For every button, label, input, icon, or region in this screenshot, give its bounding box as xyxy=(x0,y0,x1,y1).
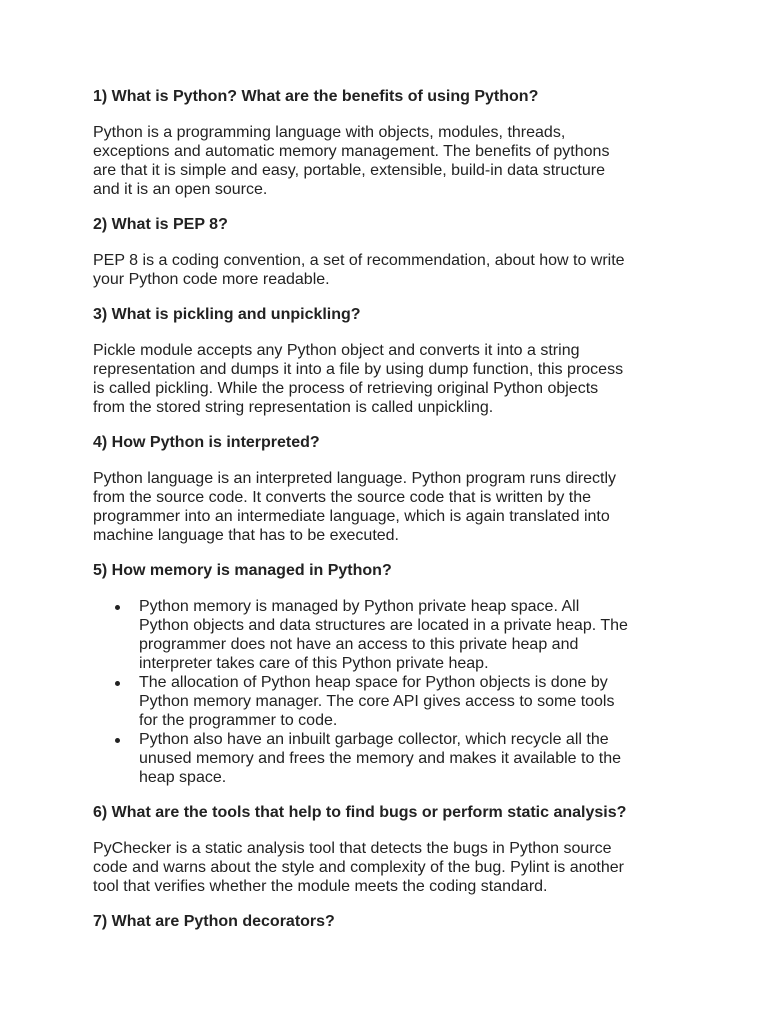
answer-line: Pickle module accepts any Python object and converts it into a string xyxy=(93,342,580,359)
answer-line: interpreter takes care of this Python private heap. xyxy=(139,655,489,672)
answer-paragraph xyxy=(93,469,693,545)
answer-line: from the source code. It converts the source code that is written by the xyxy=(93,489,592,506)
answer-line: Python memory is managed by Python private heap space. All xyxy=(139,598,580,615)
answer-line: and it is an open source. xyxy=(93,181,268,198)
question-heading: 6) What are the tools that help to find bugs or perform static analysis? xyxy=(93,804,627,821)
answer-line: your Python code more readable. xyxy=(93,271,330,288)
answer-line: from the stored string representation is called unpickling. xyxy=(93,399,494,416)
answer-paragraph xyxy=(93,839,693,896)
question-heading: 1) What is Python? What are the benefits of using Python? xyxy=(93,88,539,105)
answer-line: tool that verifies whether the module meets the coding standard. xyxy=(93,878,548,895)
bullet-list xyxy=(93,597,693,787)
answer-line: machine language that has to be executed. xyxy=(93,527,399,544)
answer-line: representation and dumps it into a file by using dump function, this process xyxy=(93,361,624,378)
question-heading: 4) How Python is interpreted? xyxy=(93,434,320,451)
list-item xyxy=(93,673,693,730)
answer-line: programmer does not have an access to this private heap and xyxy=(139,636,579,653)
answer-line: Python objects and data structures are located in a private heap. The xyxy=(139,617,628,634)
answer-line: Python memory manager. The core API gives access to some tools xyxy=(139,693,615,710)
question-heading: 3) What is pickling and unpickling? xyxy=(93,306,361,323)
question-heading: 7) What are Python decorators? xyxy=(93,913,335,930)
answer-line: heap space. xyxy=(139,769,227,786)
answer-paragraph xyxy=(93,251,693,289)
answer-line: PEP 8 is a coding convention, a set of recommendation, about how to write xyxy=(93,252,625,269)
answer-paragraph xyxy=(93,123,693,199)
list-item xyxy=(93,597,693,673)
answer-line: are that it is simple and easy, portable, extensible, build-in data structure xyxy=(93,162,605,179)
answer-paragraph xyxy=(93,341,693,417)
answer-line: exceptions and automatic memory management. The benefits of pythons xyxy=(93,143,610,160)
bullet-icon xyxy=(115,738,120,743)
answer-line: code and warns about the style and complexity of the bug. Pylint is another xyxy=(93,859,624,876)
answer-line: Python is a programming language with objects, modules, threads, xyxy=(93,124,566,141)
answer-line: programmer into an intermediate language, which is again translated into xyxy=(93,508,610,525)
answer-line: The allocation of Python heap space for Python objects is done by xyxy=(139,674,608,691)
answer-line: is called pickling. While the process of retrieving original Python objects xyxy=(93,380,599,397)
answer-line: PyChecker is a static analysis tool that detects the bugs in Python source xyxy=(93,840,612,857)
list-item xyxy=(93,730,693,787)
question-heading: 5) How memory is managed in Python? xyxy=(93,562,392,579)
bullet-icon xyxy=(115,605,120,610)
answer-line: Python language is an interpreted language. Python program runs directly xyxy=(93,470,616,487)
bullet-icon xyxy=(115,681,120,686)
question-heading: 2) What is PEP 8? xyxy=(93,216,228,233)
document-page xyxy=(93,87,693,931)
answer-line: unused memory and frees the memory and makes it available to the xyxy=(139,750,622,767)
answer-line: Python also have an inbuilt garbage collector, which recycle all the xyxy=(139,731,609,748)
answer-line: for the programmer to code. xyxy=(139,712,338,729)
